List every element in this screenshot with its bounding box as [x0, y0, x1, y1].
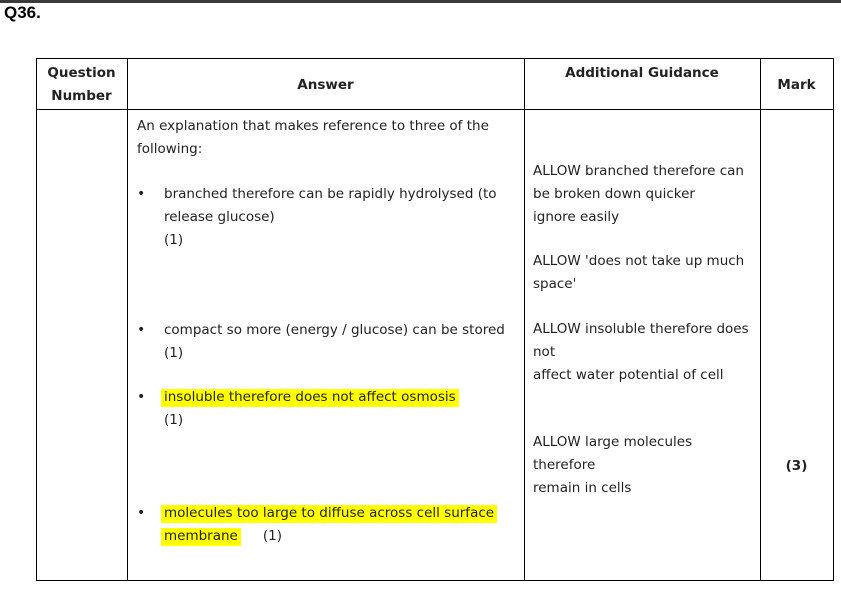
answer-point-4-mark: (1) — [262, 528, 282, 544]
guidance-4-line1: ALLOW large molecules — [533, 434, 693, 450]
answer-point-4-highlight-line1: molecules too large to diffuse across cell surface — [161, 505, 497, 521]
table-border-top — [36, 58, 834, 59]
header-divider — [36, 109, 834, 110]
total-mark: (3) — [785, 458, 808, 474]
guidance-1-line1: ALLOW branched therefore can — [533, 163, 744, 179]
guidance-1-line3: ignore easily — [533, 209, 620, 225]
guidance-3 — [533, 318, 749, 387]
guidance-2-line2: space' — [533, 276, 577, 292]
guidance-4-line3: remain in cells — [533, 480, 632, 496]
guidance-3-line2: not — [533, 344, 556, 360]
header-mark: Mark — [777, 77, 816, 93]
bullet-4: • — [137, 505, 146, 521]
guidance-3-line3: affect water potential of cell — [533, 367, 724, 383]
answer-point-3-mark: (1) — [164, 412, 184, 428]
answer-point-2-line1: compact so more (energy / glucose) can be stored — [164, 322, 505, 338]
answer-intro-line1: An explanation that makes reference to three of the — [137, 118, 489, 134]
guidance-2-line1: ALLOW 'does not take up much — [533, 253, 745, 269]
guidance-4 — [533, 431, 692, 500]
answer-point-2 — [164, 319, 505, 365]
guidance-1 — [533, 160, 744, 229]
bullet-3: • — [137, 389, 146, 405]
column-divider-2 — [524, 58, 525, 581]
guidance-4-line2: therefore — [533, 457, 596, 473]
answer-point-1-line2: release glucose) — [164, 209, 275, 225]
header-question-line2: Number — [51, 88, 112, 104]
column-divider-3 — [760, 58, 761, 581]
answer-intro — [137, 115, 489, 161]
header-guidance: Additional Guidance — [565, 65, 719, 81]
answer-point-3-highlight: insoluble therefore does not affect osmosis — [161, 389, 459, 405]
answer-point-3 — [164, 386, 459, 432]
answer-point-2-mark: (1) — [164, 345, 184, 361]
answer-point-1-mark: (1) — [164, 232, 184, 248]
table-border-left — [36, 58, 37, 581]
answer-point-1-line1: branched therefore can be rapidly hydrolysed (to — [164, 186, 497, 202]
answer-point-4-highlight-line2: membrane — [161, 528, 241, 544]
bullet-1: • — [137, 186, 146, 202]
answer-intro-line2: following: — [137, 141, 203, 157]
header-question-number — [36, 62, 127, 108]
answer-point-1 — [164, 183, 497, 252]
question-label: Q36. — [4, 3, 41, 22]
guidance-1-line2: be broken down quicker — [533, 186, 695, 202]
column-divider-1 — [127, 58, 128, 581]
guidance-2 — [533, 250, 744, 296]
mark-scheme-table — [36, 58, 834, 581]
bullet-2: • — [137, 322, 146, 338]
header-answer: Answer — [297, 77, 354, 93]
header-question-line1: Question — [47, 65, 116, 81]
guidance-3-line1: ALLOW insoluble therefore does — [533, 321, 749, 337]
top-rule — [0, 0, 841, 3]
table-border-right — [833, 58, 834, 581]
table-border-bottom — [36, 580, 834, 581]
answer-point-4 — [164, 502, 497, 548]
